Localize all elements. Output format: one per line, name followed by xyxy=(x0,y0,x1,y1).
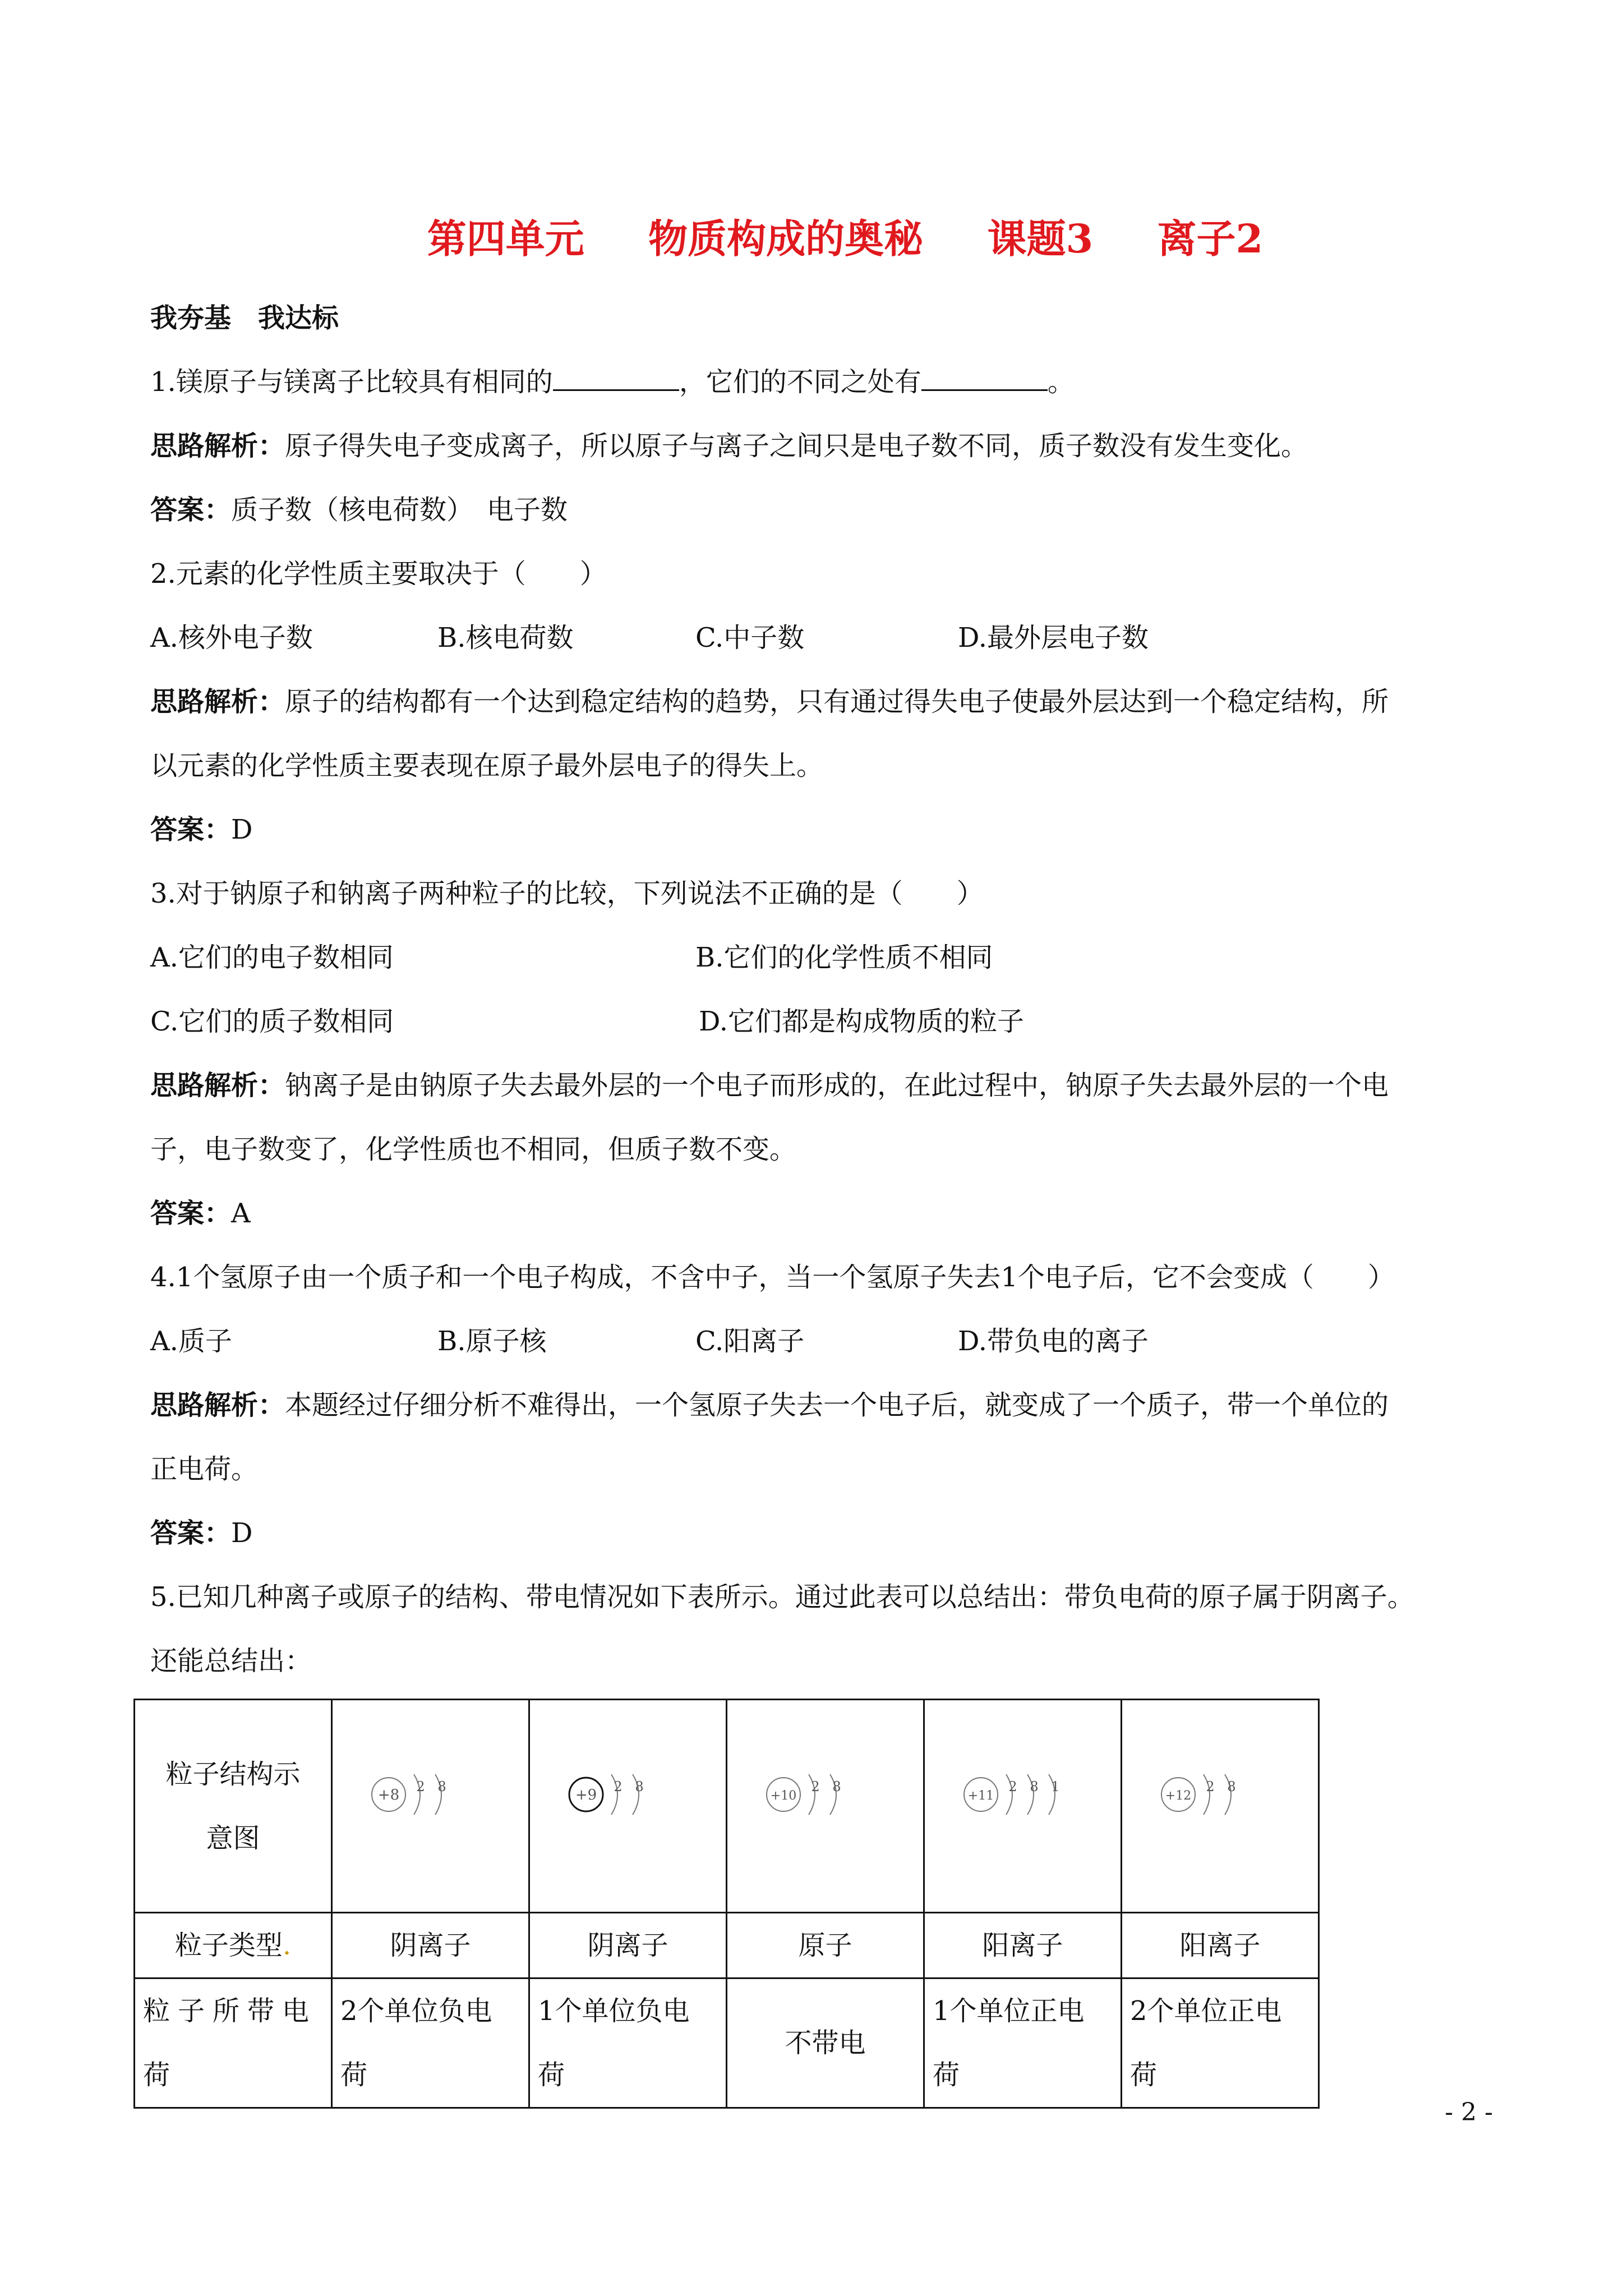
type-cell-2: 阴离子 xyxy=(529,1913,727,1978)
q1-stem: 1.镁原子与镁离子比较具有相同的 ，它们的不同之处有 。 xyxy=(150,366,1075,398)
table-row-type xyxy=(135,1913,1319,1978)
atom-diagram-na xyxy=(956,1764,1090,1825)
q1-answer: 答案：质子数（核电荷数） 电子数 xyxy=(150,494,568,526)
q3-option-b: B.它们的化学性质不相同 xyxy=(695,942,993,973)
shell-electron-count: 8 xyxy=(832,1779,841,1795)
shell-electron-count: 2 xyxy=(810,1779,820,1795)
structure-cell-3 xyxy=(727,1700,924,1913)
atom-diagram-f xyxy=(561,1764,695,1825)
shell-electron-count: 8 xyxy=(634,1779,644,1795)
atom-diagram-mg xyxy=(1153,1764,1288,1825)
q4-option-d: D.带负电的离子 xyxy=(958,1326,1149,1357)
q2-answer: 答案：D xyxy=(150,814,253,845)
charge-cell-4: 1个单位正电 荷 xyxy=(924,1978,1122,2108)
q2-option-d: D.最外层电子数 xyxy=(958,622,1149,654)
nucleus-charge: +10 xyxy=(770,1789,796,1803)
shell-electron-count: 8 xyxy=(1029,1779,1039,1795)
type-cell-5: 阳离子 xyxy=(1122,1913,1319,1978)
q2-option-a: A.核外电子数 xyxy=(150,622,313,654)
q3-analysis: 思路解析：钠离子是由钠原子失去最外层的一个电子而形成的，在此过程中，钠原子失去最外层的一个电 xyxy=(150,1070,1389,1101)
shell-electron-count: 2 xyxy=(613,1779,623,1795)
structure-cell-4 xyxy=(924,1700,1122,1913)
q5-stem-cont: 还能总结出： xyxy=(150,1645,312,1677)
charge-cell-3: 不带电 xyxy=(727,1978,924,2108)
q4-stem: 4.1个氢原子由一个质子和一个电子构成，不含中子，当一个氢原子失去1个电子后，它不会变成（ ） xyxy=(150,1262,1395,1293)
row-label-charge: 粒子所带电 荷 xyxy=(135,1978,332,2108)
atom-diagram-ne xyxy=(758,1764,893,1825)
type-cell-4: 阳离子 xyxy=(924,1913,1122,1978)
q4-option-b: B.原子核 xyxy=(437,1326,547,1357)
row-label-type: 粒子类型. xyxy=(135,1913,332,1978)
type-cell-1: 阴离子 xyxy=(332,1913,529,1978)
charge-cell-1: 2个单位负电 荷 xyxy=(332,1978,529,2108)
q2-stem: 2.元素的化学性质主要取决于（ ） xyxy=(150,558,607,590)
q3-stem: 3.对于钠原子和钠离子两种粒子的比较，下列说法不正确的是（ ） xyxy=(150,878,984,909)
title-subject: 离子2 xyxy=(1157,215,1264,262)
q3-analysis-cont: 子，电子数变了，化学性质也不相同，但质子数不变。 xyxy=(150,1134,797,1165)
q2-analysis-cont: 以元素的化学性质主要表现在原子最外层电子的得失上。 xyxy=(150,750,824,781)
structure-cell-1 xyxy=(332,1700,529,1913)
shell-electron-count: 2 xyxy=(1008,1779,1017,1795)
table-row-charge xyxy=(135,1978,1319,2108)
nucleus-charge: +9 xyxy=(575,1787,597,1803)
nucleus-charge: +12 xyxy=(1165,1789,1191,1803)
q4-analysis: 思路解析：本题经过仔细分析不难得出，一个氢原子失去一个电子后，就变成了一个质子，带一个单位的 xyxy=(150,1389,1389,1421)
page-number: - 2 - xyxy=(1445,2098,1493,2127)
row-label-structure: 粒子结构示 意图 xyxy=(135,1700,332,1913)
title-lesson: 课题3 xyxy=(987,215,1094,262)
structure-cell-5 xyxy=(1122,1700,1319,1913)
section-heading: 我夯基 我达标 xyxy=(150,302,339,334)
charge-cell-2: 1个单位负电 荷 xyxy=(529,1978,727,2108)
nucleus-charge: +8 xyxy=(377,1787,399,1803)
q4-analysis-cont: 正电荷。 xyxy=(150,1453,259,1485)
q5-stem: 5.已知几种离子或原子的结构、带电情况如下表所示。通过此表可以总结出：带负电荷的原子属于阴离子。 xyxy=(150,1581,1414,1613)
shell-electron-count: 8 xyxy=(437,1779,446,1795)
shell-electron-count: 8 xyxy=(1227,1779,1236,1795)
shell-electron-count: 1 xyxy=(1050,1779,1060,1795)
q2-option-b: B.核电荷数 xyxy=(437,622,574,654)
title-topic: 物质构成的奥秘 xyxy=(648,215,924,262)
q3-option-c: C.它们的质子数相同 xyxy=(150,1006,394,1037)
structure-cell-2 xyxy=(529,1700,727,1913)
atom-diagram-o xyxy=(363,1764,498,1825)
q2-option-c: C.中子数 xyxy=(695,622,805,654)
q1-blank-2[interactable] xyxy=(921,367,1048,391)
q4-answer: 答案：D xyxy=(150,1517,253,1549)
q3-option-d: D.它们都是构成物质的粒子 xyxy=(699,1006,1025,1037)
q3-answer: 答案：A xyxy=(150,1198,251,1229)
q4-option-c: C.阳离子 xyxy=(695,1326,805,1357)
title-unit: 第四单元 xyxy=(427,215,584,262)
q1-blank-1[interactable] xyxy=(553,367,679,391)
q3-option-a: A.它们的电子数相同 xyxy=(150,942,394,973)
type-cell-3: 原子 xyxy=(727,1913,924,1978)
table-row-structure xyxy=(135,1700,1319,1913)
charge-cell-5: 2个单位正电 荷 xyxy=(1122,1978,1319,2108)
shell-electron-count: 2 xyxy=(1205,1779,1215,1795)
particle-table xyxy=(133,1699,1320,2109)
shell-electron-count: 2 xyxy=(416,1779,425,1795)
q1-analysis: 思路解析：原子得失电子变成离子，所以原子与离子之间只是电子数不同，质子数没有发生变化。 xyxy=(150,430,1308,462)
q2-analysis: 思路解析：原子的结构都有一个达到稳定结构的趋势，只有通过得失电子使最外层达到一个稳定结构，所 xyxy=(150,686,1389,717)
nucleus-charge: +11 xyxy=(967,1789,994,1803)
page-title xyxy=(0,208,1623,264)
q4-option-a: A.质子 xyxy=(150,1326,232,1357)
